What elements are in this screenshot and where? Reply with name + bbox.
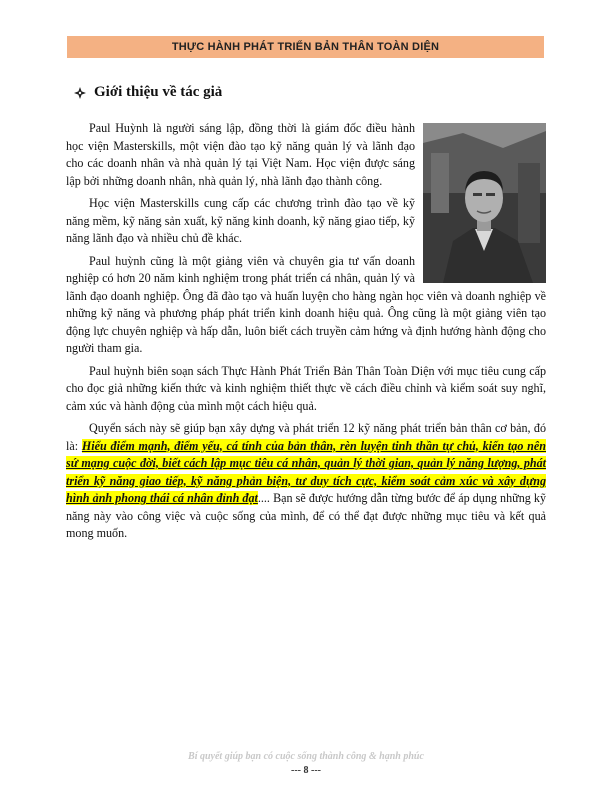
diamond-bullet-icon (74, 87, 86, 99)
paragraph-5-lead: Quyển sách này sẽ giúp bạn xây dựng và phát triển 12 kỹ năng phát triển bản thân cơ bản, đó là: (66, 421, 546, 453)
paragraph-2: Học viện Masterskills cung cấp các chương trình đào tạo về kỹ năng mềm, kỹ năng sản xuất, kỹ năng kinh doanh, kỹ năng giao tiếp, kỹ năng lãnh đạo và nhiều chủ đề khác. (66, 196, 415, 245)
body-text (66, 120, 546, 548)
paragraph-5 (66, 420, 546, 543)
author-portrait-icon (423, 123, 546, 283)
footer-tagline: Bí quyết giúp bạn có cuộc sống thành công & hạnh phúc (188, 751, 424, 762)
page-number: --- 8 --- (291, 765, 321, 776)
author-portrait (423, 123, 546, 283)
paragraph-5-tail: .... Bạn sẽ được hướng dẫn từng bước để áp dụng những kỹ năng này vào công việc và cuộc sống của mình, để có thể đạt được những mục tiêu và kết quả mong muốn. (66, 491, 546, 540)
header-title: THỰC HÀNH PHÁT TRIỂN BẢN THÂN TOÀN DIỆN (171, 41, 440, 53)
paragraph-1: Paul Huỳnh là người sáng lập, đồng thời là giám đốc điều hành học viện Masterskills, một viện đào tạo kỹ năng quản lý và lãnh đạo cho các doanh nhân và nhà quản lý tại Việt Nam. Học viện được sáng lập bởi những doanh nhân, nhà quản lý, nhà lãnh đạo thành công. (66, 121, 415, 188)
header-band (67, 36, 544, 58)
section-heading (74, 84, 222, 101)
skills-highlight: Hiểu điểm mạnh, điểm yếu, cá tính của bản thân, rèn luyện tinh thần tự chủ, kiến tạo nên sứ mạng cuộc đời, biết cách lập mục tiêu cá nhân, quản lý thời gian, quản lý năng lượng, phát triển kỹ năng giao tiếp, kỹ năng phản biện, tư duy tích cực, kiểm soát cảm xúc và xây dựng hình ảnh phong thái cá nhân đỉnh đạt (66, 438, 546, 505)
section-title-text: Giới thiệu về tác giả (94, 84, 223, 100)
paragraph-4: Paul huỳnh biên soạn sách Thực Hành Phát Triển Bản Thân Toàn Diện với mục tiêu cung cấp cho đọc giả những kiến thức và kinh nghiệm thiết thực về cách điều chỉnh và kiểm soát suy nghĩ, cảm xúc và hành động của mình một cách hiệu quả. (66, 363, 546, 413)
paragraph-3: Paul huỳnh cũng là một giảng viên và chuyên gia tư vấn doanh nghiệp có hơn 20 năm kinh nghiệm trong phát triển cá nhân, quản lý và lãnh đạo doanh nghiệp. Ông đã đào tạo và huấn luyện cho hàng ngàn học viên và doanh nghiệp về những kỹ năng và phương pháp phát triển kinh doanh hiệu quả. Ông cũng là một giảng viên tạo động lực chuyên nghiệp và hấp dẫn, luôn biết cách truyền cảm hứng và định hướng hành động cho người tham gia. (66, 253, 546, 355)
